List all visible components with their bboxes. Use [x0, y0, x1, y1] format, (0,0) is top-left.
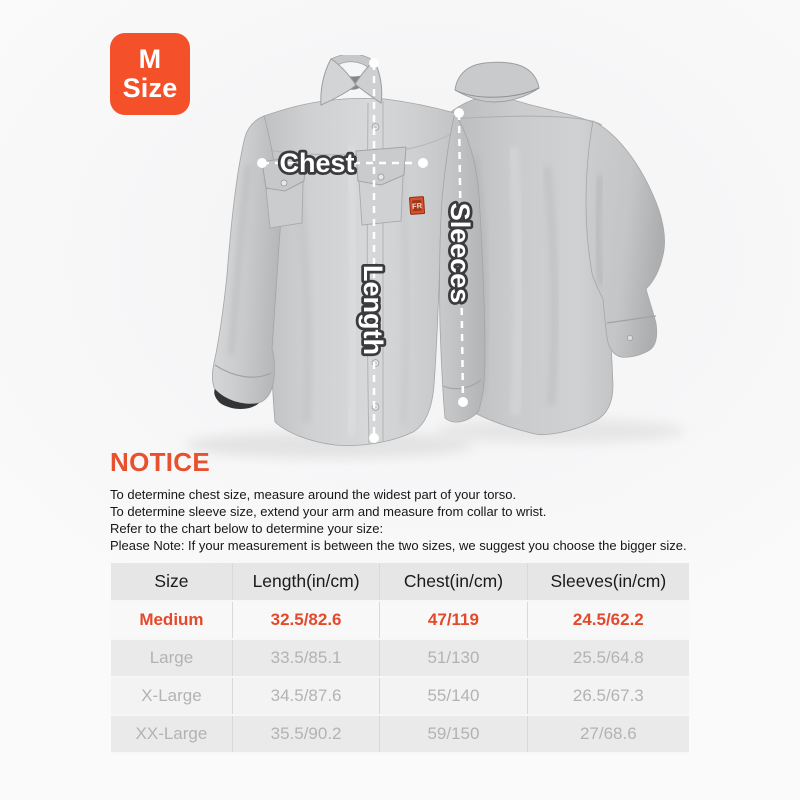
cell-sleeves: 26.5/67.3	[527, 677, 689, 715]
shirt-diagram-svg	[145, 55, 705, 465]
header-size: Size	[111, 563, 232, 601]
size-badge	[110, 33, 190, 115]
cell-chest: 51/130	[380, 639, 527, 677]
cell-chest: 55/140	[380, 677, 527, 715]
measure-dot	[418, 158, 428, 168]
cell-sleeves: 25.5/64.8	[527, 639, 689, 677]
cell-size: XX-Large	[111, 715, 232, 753]
table-row-xlarge	[111, 677, 689, 715]
size-table	[111, 563, 689, 754]
front-left-sleeve	[212, 116, 281, 405]
fr-tag-text: FR	[411, 201, 423, 211]
header-chest: Chest(in/cm)	[380, 563, 527, 601]
measure-dot	[454, 108, 464, 118]
cell-sleeves: 27/68.6	[527, 715, 689, 753]
collar-flap-right	[355, 61, 382, 103]
notice-line: To determine sleeve size, extend your arm and measure from collar to wrist.	[110, 504, 547, 519]
notice-line: Refer to the chart below to determine your size:	[110, 521, 384, 536]
measure-dot	[458, 397, 468, 407]
shirt-front-view	[212, 55, 485, 445]
cell-size: Large	[111, 639, 232, 677]
cell-length: 32.5/82.6	[232, 601, 379, 639]
size-table-section	[111, 563, 689, 754]
pocket-snap-button	[378, 174, 384, 180]
sleeves-label: Sleeces	[445, 202, 475, 304]
table-row-medium	[111, 601, 689, 639]
measure-dot	[369, 58, 379, 68]
shirt-illustration	[145, 55, 705, 465]
cell-sleeves: 24.5/62.2	[527, 601, 689, 639]
pocket-snap-button	[281, 180, 287, 186]
cell-size: Medium	[111, 601, 232, 639]
front-fold-highlight	[350, 145, 354, 435]
collar-flap-left	[321, 59, 356, 105]
table-row-large	[111, 639, 689, 677]
measure-dot	[369, 433, 379, 443]
notice-line: Please Note: If your measurement is between the two sizes, we suggest you choose the bigger size.	[110, 538, 687, 553]
cell-size: X-Large	[111, 677, 232, 715]
size-badge-letter: M	[138, 44, 162, 75]
header-length: Length(in/cm)	[232, 563, 379, 601]
back-cuff-button	[627, 335, 632, 340]
notice-section	[110, 447, 710, 554]
cell-length: 35.5/90.2	[232, 715, 379, 753]
size-badge-word: Size	[122, 73, 178, 103]
notice-title: NOTICE	[110, 447, 211, 477]
header-sleeves: Sleeves(in/cm)	[527, 563, 689, 601]
length-label: Length	[358, 265, 388, 355]
table-row-xxlarge	[111, 715, 689, 753]
notice-line: To determine chest size, measure around the widest part of your torso.	[110, 487, 517, 502]
back-collar	[455, 62, 539, 102]
right-chest-pocket	[356, 147, 406, 225]
back-fold-highlight	[513, 147, 519, 415]
table-header-row	[111, 563, 689, 601]
cell-length: 33.5/85.1	[232, 639, 379, 677]
cell-chest: 59/150	[380, 715, 527, 753]
cell-length: 34.5/87.6	[232, 677, 379, 715]
measure-dot	[257, 158, 267, 168]
fr-brand-tag	[409, 197, 424, 215]
chest-label: Chest	[279, 148, 355, 178]
cell-chest: 47/119	[380, 601, 527, 639]
